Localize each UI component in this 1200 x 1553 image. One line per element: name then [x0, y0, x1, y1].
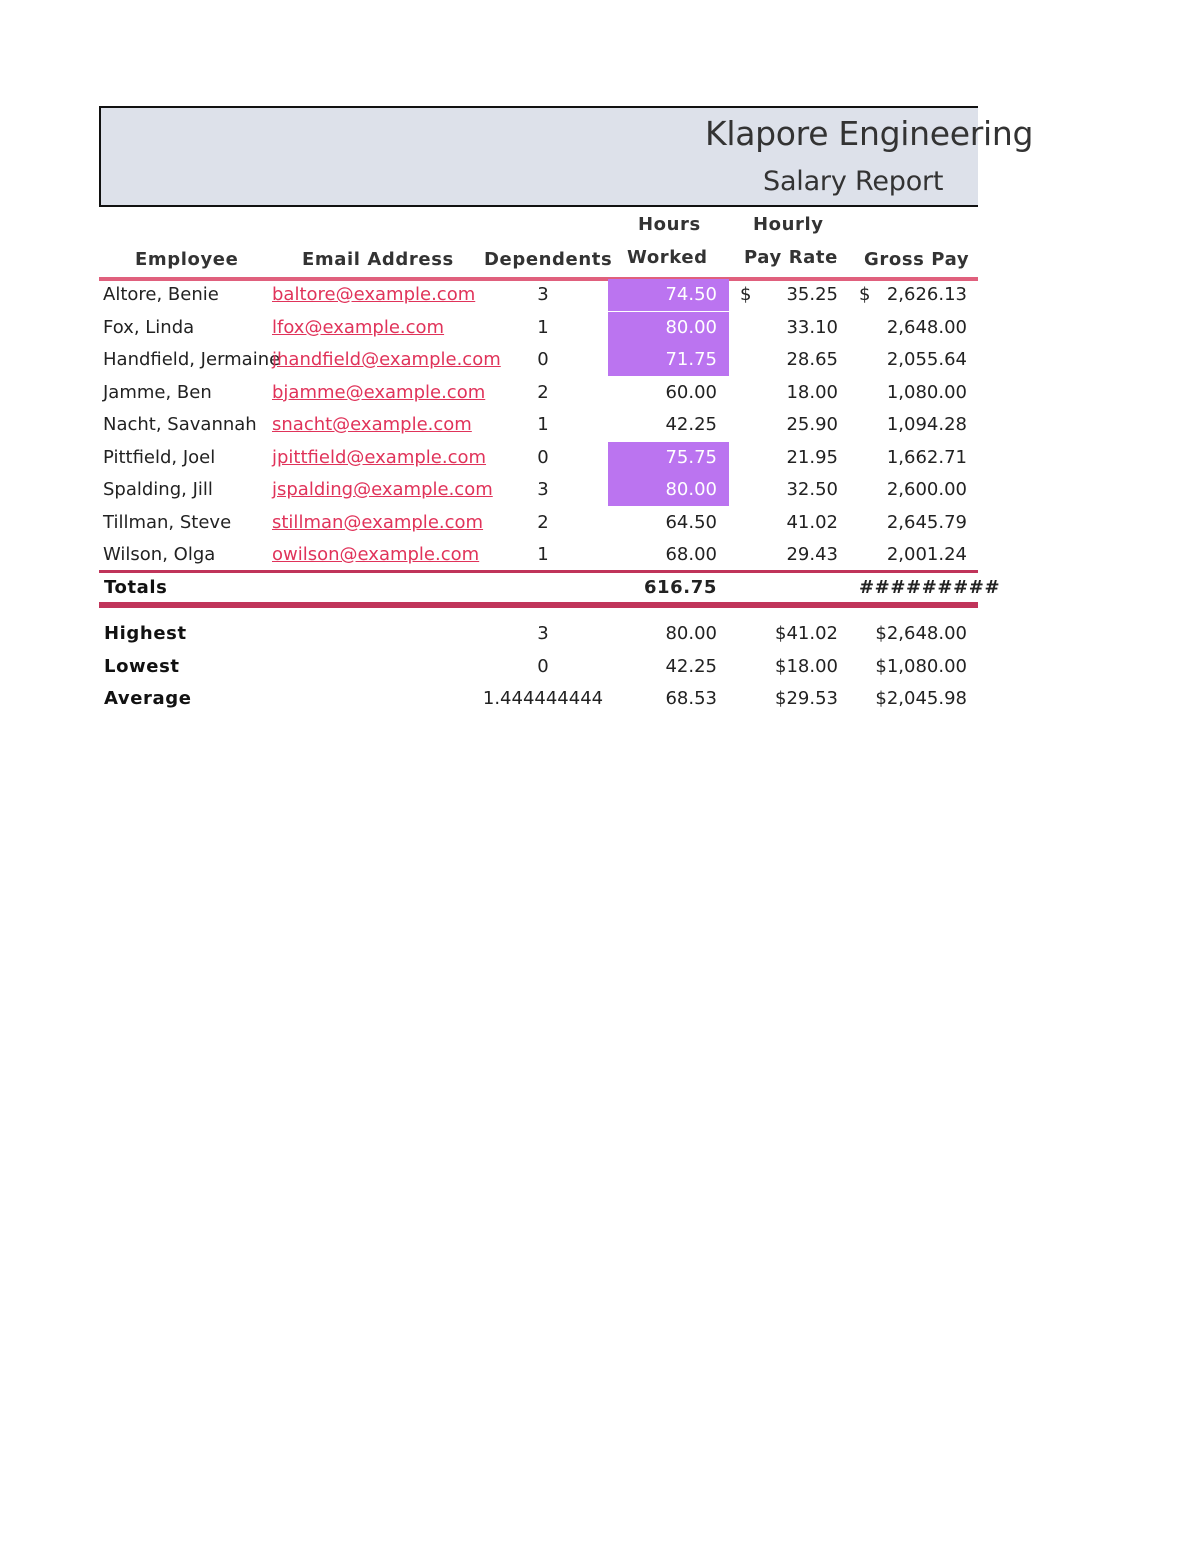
hours-worked-value: 64.50 [665, 511, 717, 533]
dependents-value: 3 [537, 479, 549, 500]
gross-pay-value: 1,080.00 [886, 381, 967, 403]
dependents-value: 2 [537, 511, 549, 533]
table-row [99, 474, 978, 506]
col-header-gross: Gross Pay [864, 249, 970, 270]
dependents-value: 1 [537, 316, 549, 338]
col-header-rate-line1: Hourly [753, 214, 824, 235]
stats-row-highest [99, 618, 978, 650]
hourly-rate-value: 35.25 [786, 284, 838, 305]
hourly-rate-value: 29.43 [786, 544, 838, 565]
table-row [99, 377, 978, 409]
col-header-rate-line2: Pay Rate [744, 247, 838, 268]
email-link[interactable]: snacht@example.com [272, 414, 472, 435]
employee-name: Jamme, Ben [103, 381, 212, 403]
email-link[interactable]: stillman@example.com [272, 511, 484, 533]
stat-dependents: 0 [537, 655, 549, 677]
totals-label: Totals [104, 577, 168, 598]
employee-name: Nacht, Savannah [103, 414, 257, 435]
employee-name: Handfield, Jermaine [103, 349, 281, 370]
dependents-value: 2 [537, 381, 549, 403]
dependents-value: 0 [537, 446, 549, 468]
stats-row-average [99, 683, 978, 715]
hours-worked-value: 42.25 [665, 414, 717, 435]
dependents-value: 3 [537, 284, 549, 305]
stat-rate: $18.00 [775, 655, 838, 677]
gross-pay-value: 2,626.13 [886, 284, 967, 305]
hourly-rate-value: 21.95 [786, 446, 838, 468]
hourly-rate-value: 28.65 [786, 349, 838, 370]
stat-label: Lowest [104, 655, 180, 677]
col-header-hours-line1: Hours [638, 214, 701, 235]
email-link[interactable]: owilson@example.com [272, 544, 480, 565]
hours-worked-value: 74.50 [608, 279, 729, 311]
stat-hours: 42.25 [665, 655, 717, 677]
employee-name: Altore, Benie [103, 284, 219, 305]
table-row [99, 507, 978, 539]
stat-hours: 80.00 [665, 623, 717, 644]
table-row [99, 279, 978, 311]
col-header-hours-line2: Worked [627, 247, 708, 268]
gross-pay-value: 1,094.28 [886, 414, 967, 435]
col-header-dependents: Dependents [484, 249, 613, 270]
stat-gross: $2,648.00 [875, 623, 967, 644]
email-link[interactable]: bjamme@example.com [272, 381, 486, 403]
email-link[interactable]: jspalding@example.com [272, 479, 493, 500]
gross-pay-value: 2,600.00 [886, 479, 967, 500]
totals-divider-bottom [99, 602, 978, 608]
totals-row [99, 572, 1001, 604]
table-row [99, 409, 978, 441]
col-header-email: Email Address [302, 249, 454, 270]
hours-worked-value: 80.00 [608, 474, 729, 506]
gross-pay-value: 2,001.24 [886, 544, 967, 565]
email-link[interactable]: jhandfield@example.com [272, 349, 501, 370]
hourly-rate-value: 32.50 [786, 479, 838, 500]
employee-name: Wilson, Olga [103, 544, 216, 565]
stat-label: Highest [104, 623, 187, 644]
email-link[interactable]: baltore@example.com [272, 284, 476, 305]
gross-pay-value: 1,662.71 [886, 446, 967, 468]
hourly-rate-value: 33.10 [786, 316, 838, 338]
currency-symbol: $ [740, 284, 752, 305]
dependents-value: 0 [537, 349, 549, 370]
table-row [99, 539, 978, 571]
email-link[interactable]: jpittfield@example.com [272, 446, 487, 468]
hours-worked-value: 60.00 [665, 381, 717, 403]
col-header-employee: Employee [135, 249, 239, 270]
totals-hours: 616.75 [643, 577, 717, 598]
stat-rate: $41.02 [775, 623, 838, 644]
stat-dependents: 3 [537, 623, 549, 644]
table-row [99, 312, 978, 344]
stat-hours: 68.53 [665, 688, 717, 709]
employee-name: Fox, Linda [103, 316, 195, 338]
table-row [99, 442, 978, 474]
report-subtitle: Salary Report [763, 166, 944, 197]
currency-symbol: $ [859, 284, 871, 305]
hours-worked-value: 75.75 [608, 442, 729, 474]
title-banner [99, 106, 1034, 207]
employee-name: Tillman, Steve [103, 511, 232, 533]
gross-pay-value: 2,055.64 [886, 349, 967, 370]
table-row [99, 344, 978, 376]
report-title: Klapore Engineering [705, 114, 1034, 153]
stat-rate: $29.53 [775, 688, 838, 709]
email-link[interactable]: lfox@example.com [272, 316, 445, 338]
hours-worked-value: 80.00 [608, 312, 729, 344]
employee-name: Spalding, Jill [103, 479, 213, 500]
gross-pay-value: 2,645.79 [886, 511, 967, 533]
hourly-rate-value: 18.00 [786, 381, 838, 403]
gross-pay-value: 2,648.00 [886, 316, 967, 338]
stat-label: Average [104, 688, 192, 709]
employee-name: Pittfield, Joel [103, 446, 216, 468]
dependents-value: 1 [537, 544, 549, 565]
hourly-rate-value: 41.02 [786, 511, 838, 533]
stats-row-lowest [99, 651, 978, 683]
stat-dependents: 1.444444444 [482, 688, 604, 709]
hourly-rate-value: 25.90 [786, 414, 838, 435]
stat-gross: $1,080.00 [875, 655, 967, 677]
stat-gross: $2,045.98 [875, 688, 967, 709]
dependents-value: 1 [537, 414, 549, 435]
hours-worked-value: 71.75 [608, 344, 729, 376]
totals-gross: ######### [859, 577, 1001, 598]
hours-worked-value: 68.00 [665, 544, 717, 565]
